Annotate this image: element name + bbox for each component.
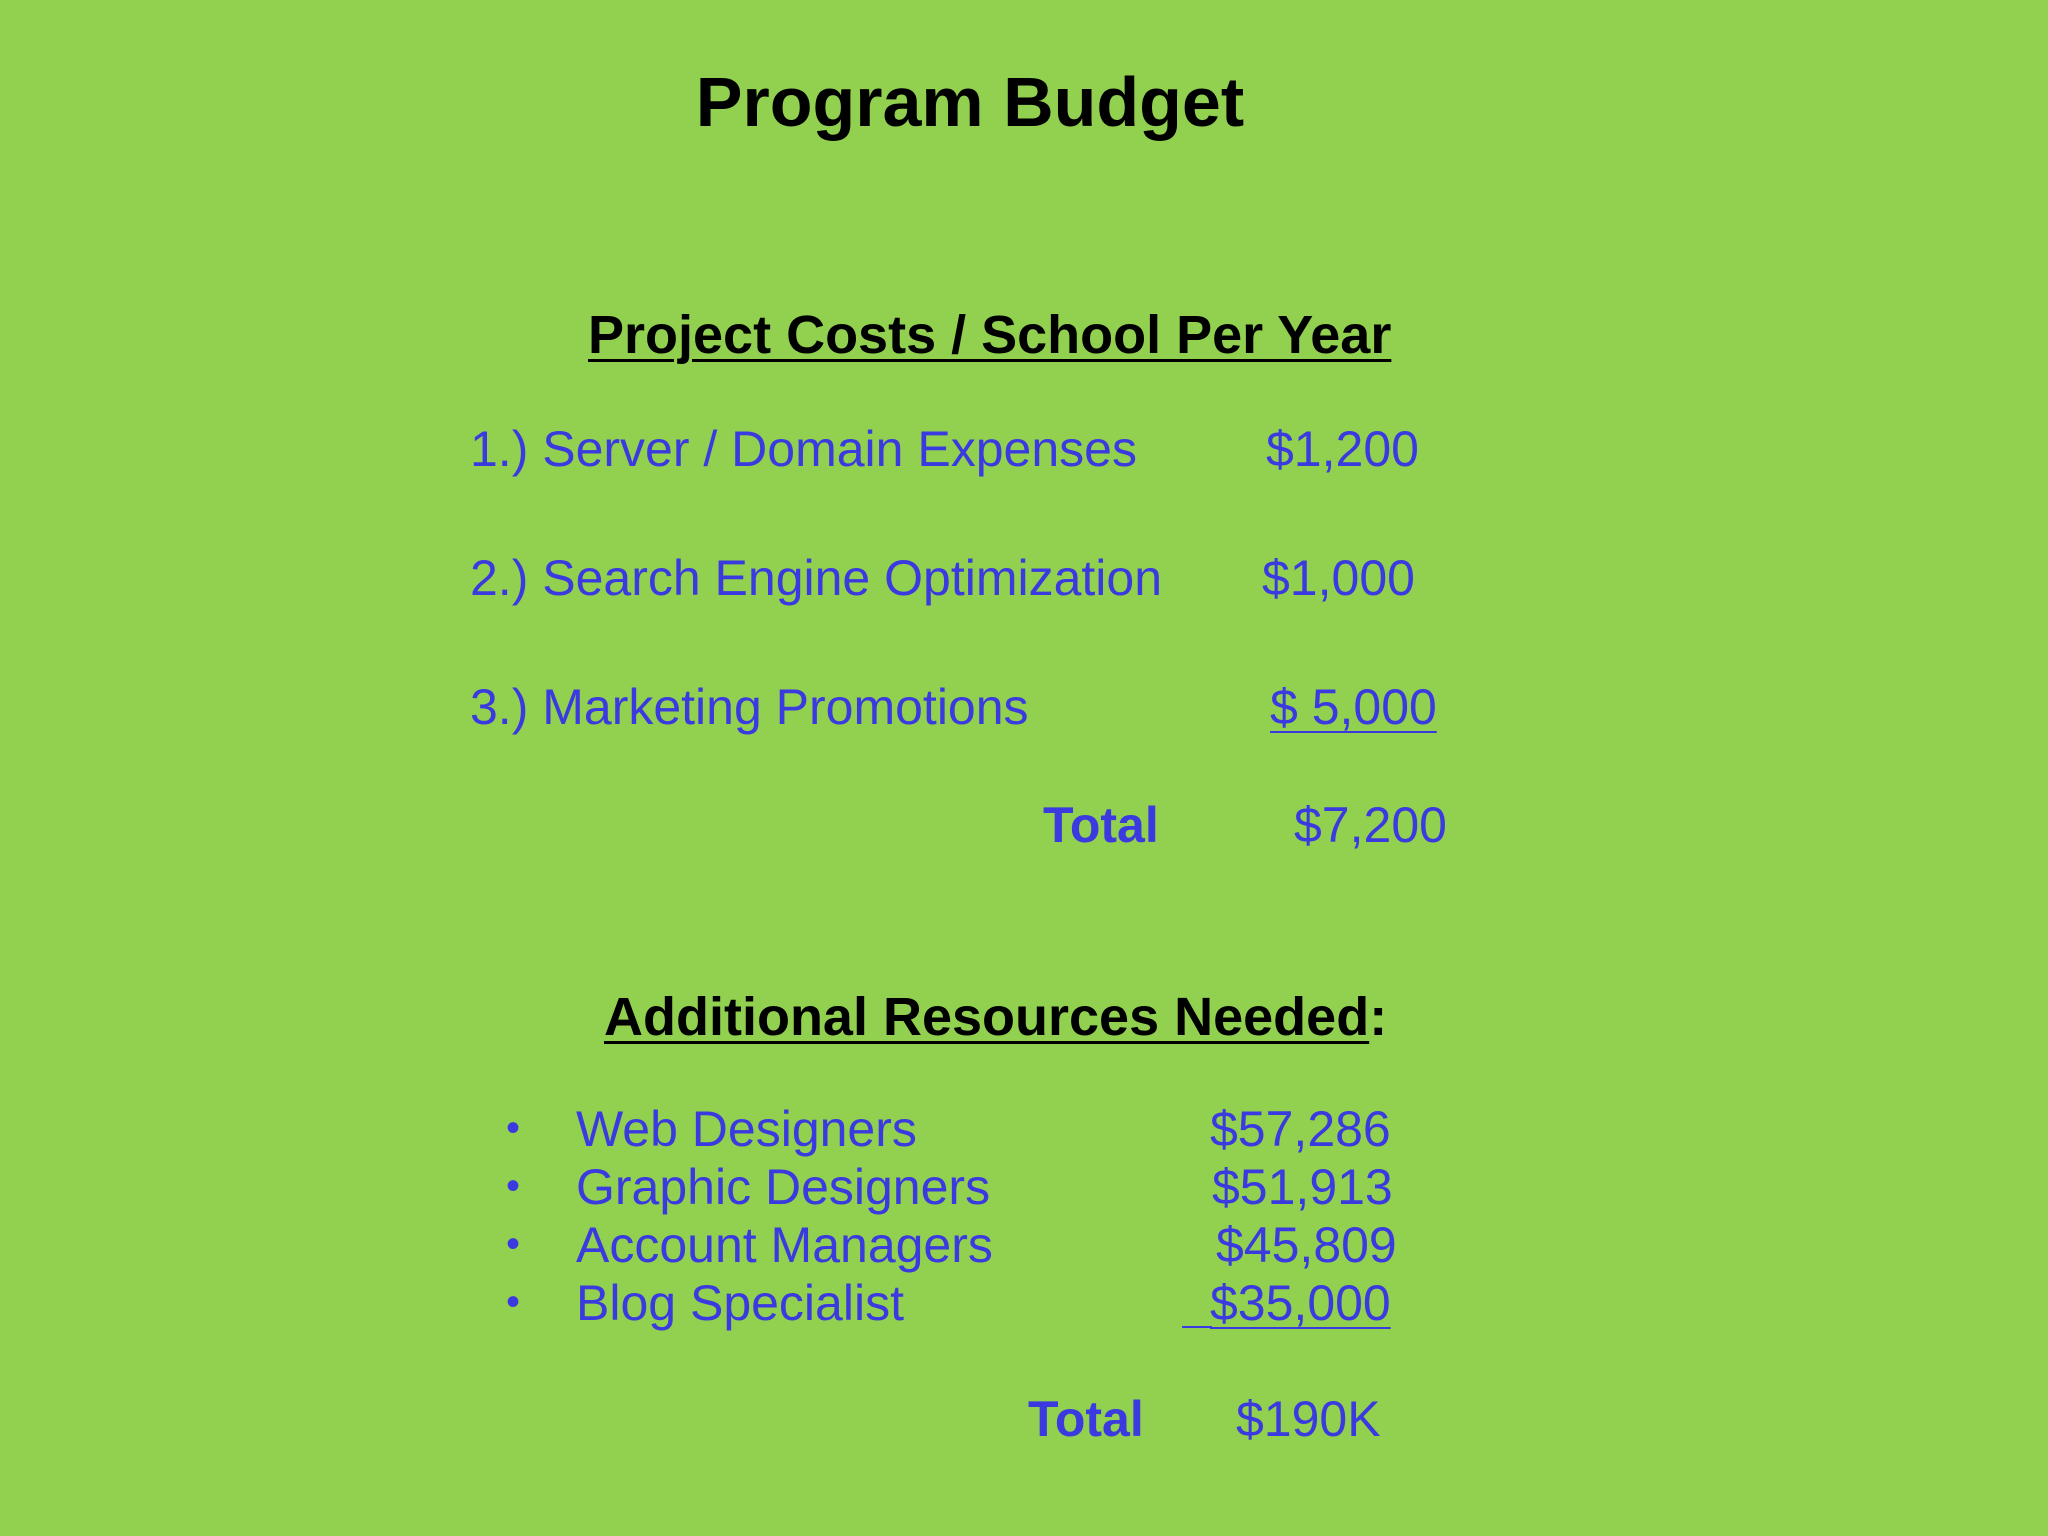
page-title: Program Budget: [695, 63, 1245, 141]
cost-item-amount: $1,000: [1262, 550, 1415, 606]
resource-label: Graphic Designers: [576, 1159, 991, 1215]
additional-resources-heading-text: Additional Resources Needed: [604, 987, 1370, 1047]
project-costs-heading-text: Project Costs / School Per Year: [588, 305, 1392, 365]
bullet-icon: •: [506, 1280, 521, 1324]
bullet-icon: •: [506, 1222, 521, 1266]
bullet-icon: •: [506, 1106, 521, 1150]
resource-amount: $45,809: [1216, 1217, 1397, 1273]
cost-item-label: 2.) Search Engine Optimization: [470, 550, 1163, 606]
project-costs-total-amount: $7,200: [1294, 797, 1447, 853]
heading-colon: :: [1369, 987, 1388, 1047]
cost-item-amount: $1,200: [1266, 421, 1419, 477]
resource-amount: $51,913: [1212, 1159, 1393, 1215]
underline-pad: [1182, 1274, 1212, 1328]
resources-total-amount: $190K: [1236, 1391, 1381, 1447]
resource-amount-row: [1182, 1274, 1391, 1332]
project-costs-total-label: Total: [1043, 797, 1159, 853]
cost-item-label: 3.) Marketing Promotions: [470, 679, 1029, 735]
cost-item-amount: $ 5,000: [1270, 679, 1437, 735]
bullet-icon: •: [506, 1164, 521, 1208]
additional-resources-heading: [604, 986, 1387, 1048]
resource-label: Web Designers: [576, 1101, 917, 1157]
resource-amount: $35,000: [1210, 1275, 1391, 1331]
project-costs-heading: [588, 304, 1391, 366]
cost-item-label: 1.) Server / Domain Expenses: [470, 421, 1137, 477]
resource-amount: $57,286: [1210, 1101, 1391, 1157]
resource-label: Account Managers: [576, 1217, 993, 1273]
resource-label: Blog Specialist: [576, 1275, 904, 1331]
resources-total-label: Total: [1028, 1391, 1144, 1447]
